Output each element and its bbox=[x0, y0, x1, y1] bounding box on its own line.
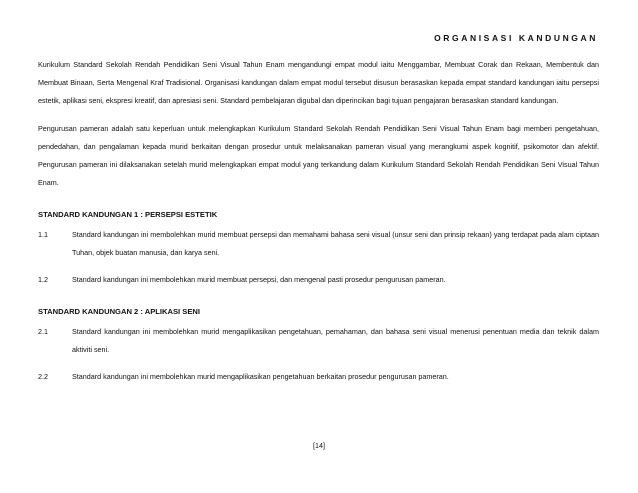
list-item bbox=[38, 368, 599, 386]
section-standard-2 bbox=[38, 303, 599, 386]
section-standard-1 bbox=[38, 206, 599, 289]
item-number: 1.2 bbox=[38, 275, 48, 284]
item-number: 1.1 bbox=[38, 230, 48, 239]
list-item bbox=[38, 226, 599, 262]
list-item bbox=[38, 323, 599, 359]
item-number: 2.2 bbox=[38, 372, 48, 381]
intro-paragraph-1: Kurikulum Standard Sekolah Rendah Pendidikan Seni Visual Tahun Enam mengandungi empat modul iaitu Menggambar, Membuat Corak dan Rekaan, Membentuk dan Membuat Binaan, Serta Mengenal Kraf Tradisional. Organisasi kandungan dalam empat modul tersebut disusun berasaskan kepada empat standard kandungan iaitu persepsi estetik, aplikasi seni, ekspresi kreatif, dan apresiasi seni. Standard pembelajaran digubal dan diperincikan bagi tujuan pengajaran berasaskan standard kandungan. bbox=[38, 60, 599, 105]
item-text: Standard kandungan ini membolehkan murid mengaplikasikan pengetahuan berkaitan prosedur pengurusan pameran. bbox=[72, 372, 449, 381]
section-title: STANDARD KANDUNGAN 2 : APLIKASI SENI bbox=[38, 307, 201, 316]
section-title: STANDARD KANDUNGAN 1 : PERSEPSI ESTETIK bbox=[38, 210, 218, 219]
item-text: Standard kandungan ini membolehkan murid mengaplikasikan pengetahuan, pemahaman, dan bahasa seni visual menerusi penentuan media dan teknik dalam aktiviti seni. bbox=[72, 327, 599, 354]
page-header-title: ORGANISASI KANDUNGAN bbox=[434, 33, 598, 43]
page-number: [14] bbox=[313, 441, 325, 450]
list-item bbox=[38, 271, 599, 289]
item-number: 2.1 bbox=[38, 327, 48, 336]
item-text: Standard kandungan ini membolehkan murid membuat persepsi dan memahami bahasa seni visual (unsur seni dan prinsip rekaan) yang terdapat pada alam ciptaan Tuhan, objek buatan manusia, dan karya seni. bbox=[72, 230, 599, 257]
document-body bbox=[38, 56, 599, 386]
intro-paragraph-2: Pengurusan pameran adalah satu keperluan untuk melengkapkan Kurikulum Standard Sekolah Rendah Pendidikan Seni Visual Tahun Enam bagi memberi pengetahuan, pendedahan, dan pengalaman kepada murid berkaitan dengan prosedur untuk melaksanakan pameran visual yang merangkumi aspek kognitif, psikomotor dan afektif. Pengurusan pameran ini dilaksanakan setelah murid melengkapkan empat modul yang terkandung dalam Kurikulum Standard Sekolah Rendah Pendidikan Seni Visual Tahun Enam. bbox=[38, 124, 599, 187]
item-text: Standard kandungan ini membolehkan murid membuat persepsi, dan mengenal pasti prosedur pengurusan pameran. bbox=[72, 275, 446, 284]
